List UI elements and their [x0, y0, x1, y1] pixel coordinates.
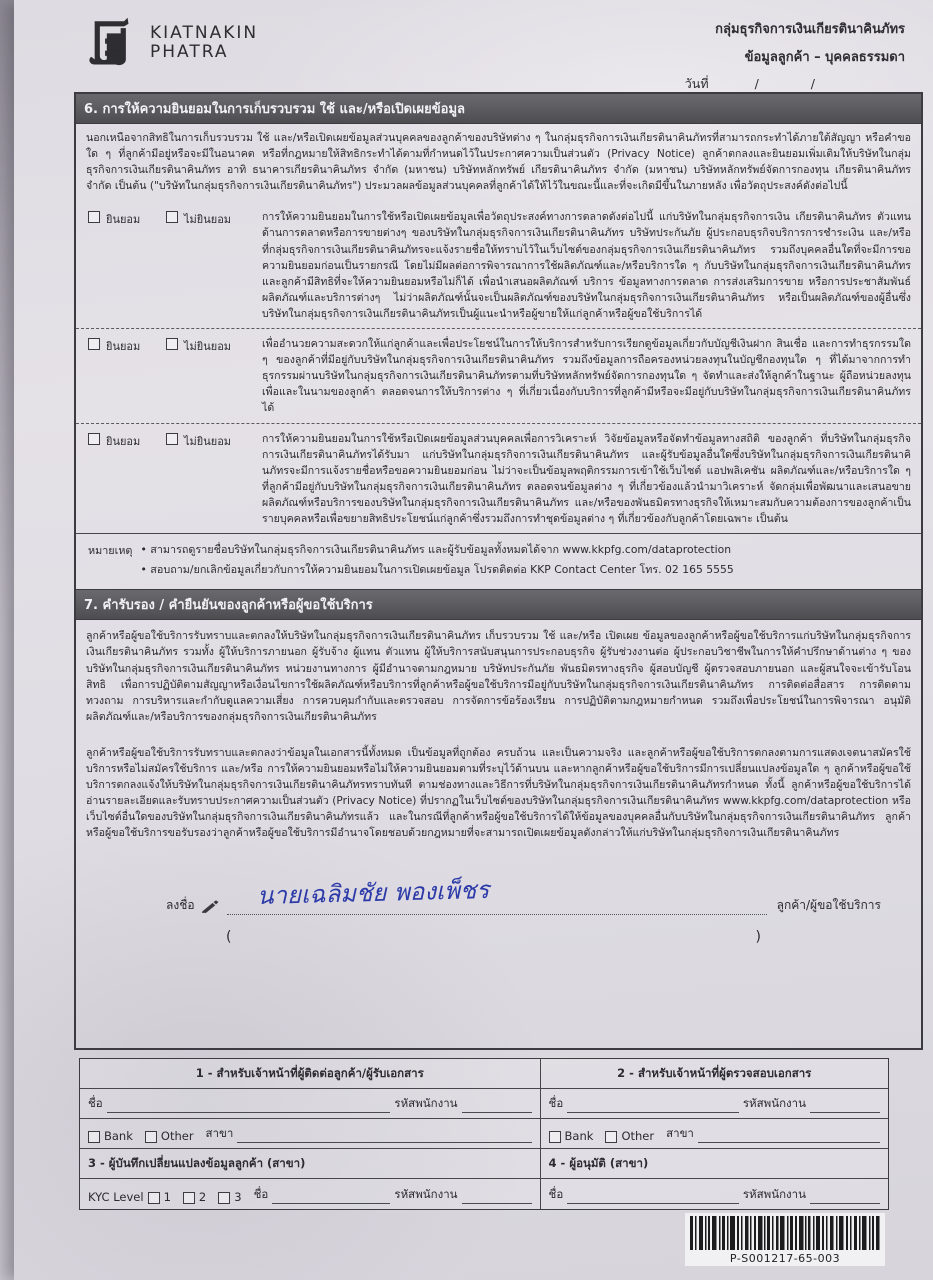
staff1-branch-row [80, 1119, 541, 1149]
consent2-disagree-label: ไม่ยินยอม [184, 340, 232, 354]
consent3-agree-checkbox[interactable] [88, 433, 100, 445]
kyc1-label: 1 [163, 1190, 171, 1204]
staff2-other-option[interactable] [605, 1129, 654, 1143]
staff1-bank-checkbox[interactable] [88, 1131, 100, 1143]
consent3-agree[interactable] [88, 431, 166, 450]
consent1-disagree-checkbox[interactable] [166, 211, 178, 223]
staff1-other-option[interactable] [145, 1129, 194, 1143]
consent3-disagree[interactable] [166, 431, 262, 450]
logo-wordmark: KIATNAKIN PHATRA [150, 23, 259, 62]
consent2-text: เพื่ออำนวยความสะดวกให้แก่ลูกค้าและเพื่อประโยชน์ในการให้บริการสำหรับการเรียกดูข้อมูลเกี่ยวกับบัญชีเงินฝาก สินเชื่อ และการทำธุรกรรมใด ๆ ของลูกค้าที่มีอยู่กับบริษัทในกลุ่มธุรกิจการเงินเกียรตินาคินภัทร รวมถึงข้อมูลการถือครองหน่วยลงทุนในบัญชีกองทุนใด ๆ ที่ได้มาจากการทำธุรกรรมผ่านบริษัทในกลุ่มธุรกิจการเงินเกียรตินาคินภัทรตามที่บริษัทหลักทรัพย์จัดการกองทุนใด ๆ จัดทำและส่งให้ลูกค้าในฐานะ ผู้ถือหน่วยลงทุนเพื่อและในนามของลูกค้า ตลอดจนการให้บริการต่าง ๆ ที่เกี่ยวเนื่องกับบริการที่ลูกค้ามีหรือจะมีอยู่กับบริษัทในกลุ่มธุรกิจการเงินเกียรตินาคินภัทรได้ [262, 338, 911, 415]
doc-title: ข้อมูลลูกค้า – บุคคลธรรมดา [744, 50, 905, 65]
writing-hand-icon [201, 900, 221, 914]
staff1-id-blank[interactable] [462, 1099, 532, 1113]
staff2-name-row [541, 1089, 888, 1119]
section7-paragraph1: ลูกค้าหรือผู้ขอใช้บริการรับทราบและตกลงให้บริษัทในกลุ่มธุรกิจการเงินเกียรตินาคินภัทร เก็บรวบรวม ใช้ และ/หรือ เปิดเผย ข้อมูลของลูกค้าหรือผู้ขอใช้บริการแก่บริษัทในกลุ่มธุรกิจการเงินเกียรตินาคินภัทร รวมทั้ง ผู้ให้บริการภายนอก ผู้รับจ้าง ผู้แทน ตัวแทน ผู้ให้บริการสนับสนุนการประกอบธุรกิจ ผู้รับช่วงงานต่อ ผู้ประกอบวิชาชีพในการให้คำปรึกษาด้านต่าง ๆ ของบริษัทในกลุ่มธุรกิจการเงินเกียรตินาคินภัทร หน่วยงานทางการ ผู้มีอำนาจตามกฎหมาย บริษัทประกันภัย พันธมิตรทางธุรกิจ ผู้สอบบัญชี ผู้ตรวจสอบภายนอก และผู้สนใจจะเข้ารับโอนสิทธิ เพื่อการปฏิบัติตามสัญญาหรือเงื่อนไขการใช้ผลิตภัณฑ์หรือบริการที่ลูกค้าหรือผู้ขอใช้บริการมีอยู่กับบริษัทในกลุ่มธุรกิจการเงินเกียรตินาคินภัทร การติดต่อสื่อสาร การติดตามทวงถาม การบริหารและกำกับดูแลความเสี่ยง การควบคุมกำกับและตรวจสอบ การจัดการข้อร้องเรียน การปฏิบัติตามกฎหมายกำหนด รวมถึงเพื่อประโยชน์ในการพิจารณา อนุมัติ ผลิตภัณฑ์และ/หรือบริการของกลุ่มธุรกิจการเงินเกียรตินาคินภัทร [86, 630, 911, 723]
kyc3-checkbox[interactable] [218, 1192, 230, 1204]
staff2-branch-row [541, 1119, 888, 1149]
employee-id-label: รหัสพนักงาน [742, 1187, 806, 1201]
name-label: ชื่อ [548, 1187, 564, 1201]
signature-role-label: ลูกค้า/ผู้ขอใช้บริการ [776, 898, 881, 913]
note-item: • สามารถดูรายชื่อบริษัทในกลุ่มธุรกิจการเงินเกียรตินาคินภัทร และผู้รับข้อมูลทั้งหมดได้จาก www.kkpfg.com/dataprotection [140, 542, 733, 558]
staff2-id-blank[interactable] [810, 1099, 880, 1113]
consent-row-marketing [76, 202, 921, 328]
kyc2-checkbox[interactable] [183, 1192, 195, 1204]
kyc2-label: 2 [198, 1190, 207, 1204]
employee-id-label: รหัสพนักงาน [394, 1187, 458, 1201]
staff1-name-blank[interactable] [107, 1099, 391, 1113]
consent-row-analytics [76, 423, 921, 534]
staff-box4-title: 4 - ผู้อนุมัติ (สาขา) [541, 1149, 888, 1179]
consent-form-box [74, 92, 923, 1050]
section7-paragraph2: ลูกค้าหรือผู้ขอใช้บริการรับทราบและตกลงว่าข้อมูลในเอกสารนี้ทั้งหมด เป็นข้อมูลที่ถูกต้อง ครบถ้วน และเป็นความจริง และลูกค้าหรือผู้ขอใช้บริการตกลงตามการแสดงเจตนาสมัครใช้บริการหรือไม่สมัครใช้บริการ และ/หรือ การให้ความยินยอมหรือไม่ให้ความยินยอมตามที่ระบุไว้ด้านบน และหากลูกค้าหรือผู้ขอใช้บริการมีการเปลี่ยนแปลงข้อมูลใด ๆ ลูกค้าหรือผู้ขอใช้บริการตกลงแจ้งให้บริษัทในกลุ่มธุรกิจการเงินเกียรตินาคินภัทรทราบทันที ตามช่องทางและวิธีการที่บริษัทในกลุ่มธุรกิจการเงินเกียรตินาคินภัทรกำหนด ทั้งนี้ ลูกค้าหรือผู้ขอใช้บริการได้อ่านรายละเอียดและรับทราบประกาศความเป็นส่วนตัว (Privacy Notice) ที่ปรากฏในเว็บไซต์ของบริษัทในกลุ่มธุรกิจการเงินเกียรตินาคินภัทร www.kkpfg.com/dataprotection หรือ เว็บไซต์อื่นใดของบริษัทในกลุ่มธุรกิจการเงินเกียรตินาคินภัทรแล้ว และในกรณีที่ลูกค้าหรือผู้ขอใช้บริการได้ให้ข้อมูลของบุคคลอื่นกับบริษัทในกลุ่มธุรกิจการเงินเกียรตินาคินภัทร ลูกค้าหรือผู้ขอใช้บริการขอรับรองว่าลูกค้าหรือผู้ขอใช้บริการมีอำนาจโดยชอบด้วยกฎหมายที่จะสามารถเปิดเผยข้อมูลดังกล่าวให้แก่บริษัทในกลุ่มธุรกิจการเงินเกียรตินาคินภัทร [86, 746, 911, 840]
staff-box3-title: 3 - ผู้บันทึกเปลี่ยนแปลงข้อมูลลูกค้า (สาขา) [80, 1149, 541, 1179]
kkp-logo [86, 16, 258, 68]
notes-list [140, 542, 733, 581]
kyc-level-3-option[interactable] [218, 1190, 241, 1204]
branch-label: สาขา [205, 1126, 234, 1140]
consent2-agree[interactable] [88, 336, 166, 355]
other-label: Other [621, 1129, 655, 1143]
paren-open: ( [226, 929, 232, 946]
date-field[interactable]: วันที่ / / [685, 74, 905, 94]
header-titles [685, 18, 905, 94]
consent1-disagree-label: ไม่ยินยอม [184, 213, 232, 227]
kyc-level-2-option[interactable] [183, 1190, 206, 1204]
staff-box1-title: 1 - สำหรับเจ้าหน้าที่ผู้ติดต่อลูกค้า/ผู้รับเอกสาร [80, 1059, 541, 1089]
consent-row-service [76, 328, 921, 422]
consent1-agree-checkbox[interactable] [88, 211, 100, 223]
consent2-disagree[interactable] [166, 336, 262, 355]
section6-header: 6. การให้ความยินยอมในการเก็บรวบรวม ใช้ และ/หรือเปิดเผยข้อมูล [76, 94, 921, 124]
consent2-agree-label: ยินยอม [106, 340, 141, 354]
kyc-level-1-option[interactable] [148, 1190, 171, 1204]
signature-name-parens[interactable] [226, 929, 761, 945]
staff-use-table [79, 1058, 889, 1210]
staff3-id-blank[interactable] [462, 1190, 532, 1204]
staff1-bank-option[interactable] [88, 1129, 133, 1143]
kkp-logo-icon [86, 16, 138, 68]
barcode-label: P-S001217-65-003 [729, 1252, 841, 1265]
staff2-bank-checkbox[interactable] [549, 1131, 561, 1143]
staff2-name-blank[interactable] [567, 1099, 739, 1113]
employee-id-label: รหัสพนักงาน [394, 1096, 458, 1110]
kyc1-checkbox[interactable] [148, 1192, 160, 1204]
note-item: • สอบถาม/ยกเลิกข้อมูลเกี่ยวกับการให้ความยินยอมในการเปิดเผยข้อมูล โปรดติดต่อ KKP Contact Center โทร. 02 165 5555 [140, 562, 733, 578]
branch-label: สาขา [666, 1126, 694, 1140]
staff3-kyc-row [80, 1179, 541, 1209]
consent1-disagree[interactable] [166, 209, 262, 228]
other-label: Other [160, 1129, 194, 1143]
consent1-agree[interactable] [88, 209, 166, 228]
employee-id-label: รหัสพนักงาน [742, 1096, 806, 1110]
staff4-id-blank[interactable] [810, 1190, 880, 1204]
staff1-name-row [80, 1089, 541, 1119]
consent3-text: การให้ความยินยอมในการใช้หรือเปิดเผยข้อมูลส่วนบุคคลเพื่อการวิเคราะห์ วิจัยข้อมูลหรือจัดทำข้อมูลทางสถิติ ของลูกค้า ที่บริษัทในกลุ่มธุรกิจการเงินเกียรตินาคินภัทรได้รับมา แก่บริษัทในกลุ่มธุรกิจการเงินเกียรตินาคินภัทร และผู้รับข้อมูลอื่นใดซึ่งบริษัทในกลุ่มธุรกิจการเงินเกียรตินาคินภัทรจะมีการแจ้งรายชื่อหรือขอความยินยอมก่อน ไม่ว่าจะเป็นข้อมูลพฤติกรรมการเข้าใช้เว็บไซต์ แอปพลิเคชัน ผลิตภัณฑ์และ/หรือบริการใด ๆ ที่ลูกค้ามีอยู่กับบริษัทในกลุ่มธุรกิจการเงินเกียรตินาคินภัทร ตลอดจนข้อมูลต่าง ๆ ที่เกี่ยวข้องแล้วนำมาวิเคราะห์ จัดกลุ่มเพื่อพัฒนาและเสนอขายผลิตภัณฑ์หรือบริการของบริษัทในกลุ่มธุรกิจการเงินเกียรตินาคินภัทร และ/หรือของพันธมิตรทางธุรกิจให้เหมาะสมกับความต้องการของลูกค้าเป็นรายบุคคลหรือเพื่อขยายสิทธิประโยชน์แก่ลูกค้าซึ่งรวมถึงการทำชุดข้อมูลต่าง ๆ ที่เกี่ยวข้องกับลูกค้าโดยเฉพาะ เป็นต้น [262, 432, 911, 525]
signature-line[interactable] [227, 876, 767, 915]
signature-area [166, 876, 881, 975]
section6-notes [76, 533, 921, 589]
consent2-agree-checkbox[interactable] [88, 338, 100, 350]
paper-document [14, 0, 933, 1280]
section6-intro: นอกเหนือจากสิทธิในการเก็บรวบรวม ใช้ และ/หรือเปิดเผยข้อมูลส่วนบุคคลของลูกค้าของบริษัทต่าง ๆ ในกลุ่มธุรกิจการเงินเกียรตินาคินภัทรที่สามารถกระทำได้ภายใต้สัญญา หรือคำขอใด ๆ ที่ลูกค้ามีอยู่หรือจะมีในอนาคต หรือที่กฎหมายให้สิทธิกระทำได้ตามที่กำหนดไว้ในประกาศความเป็นส่วนตัว (Privacy Notice) ลูกค้าตกลงและยินยอมเพิ่มเติมให้บริษัทในกลุ่มธุรกิจการเงินเกียรตินาคินภัทร อาทิ ธนาคารเกียรตินาคินภัทร จำกัด (มหาชน) บริษัทหลักทรัพย์ เกียรตินาคินภัทร จำกัด (มหาชน) บริษัทหลักทรัพย์จัดการกองทุน เกียรตินาคินภัทร จำกัด เป็นต้น ("บริษัทในกลุ่มธุรกิจการเงินเกียรตินาคินภัทร") ประมวลผลข้อมูลส่วนบุคคลที่ลูกค้าได้ให้ไว้ในขณะนี้และที่จะเกิดมีขึ้นในภายหลัง เพื่อวัตถุประสงค์ดังต่อไปนี้ [86, 132, 911, 193]
notes-label: หมายเหตุ [88, 544, 133, 558]
paren-close: ) [755, 929, 761, 946]
date-label: วันที่ [684, 76, 709, 91]
document-header [74, 12, 913, 92]
bank-label: Bank [104, 1129, 133, 1143]
staff1-other-checkbox[interactable] [145, 1131, 157, 1143]
consent1-agree-label: ยินยอม [106, 213, 141, 227]
document-barcode [685, 1213, 885, 1266]
staff1-branch-blank[interactable] [237, 1129, 531, 1143]
barcode-icon [690, 1216, 880, 1250]
bank-label: Bank [564, 1129, 594, 1143]
staff2-branch-blank[interactable] [698, 1129, 880, 1143]
name-label: ชื่อ [88, 1096, 103, 1110]
staff3-name-blank[interactable] [272, 1190, 390, 1204]
staff2-other-checkbox[interactable] [605, 1131, 617, 1143]
consent3-agree-label: ยินยอม [106, 434, 141, 448]
group-title: กลุ่มธุรกิจการเงินเกียรตินาคินภัทร [715, 22, 905, 37]
section7-header: 7. คำรับรอง / คำยืนยันของลูกค้าหรือผู้ขอใช้บริการ [76, 589, 921, 620]
staff-box2-title: 2 - สำหรับเจ้าหน้าที่ผู้ตรวจสอบเอกสาร [541, 1059, 888, 1089]
staff2-bank-option[interactable] [549, 1129, 594, 1143]
name-label: ชื่อ [548, 1096, 564, 1110]
consent3-disagree-checkbox[interactable] [166, 433, 178, 445]
consent1-text: การให้ความยินยอมในการใช้หรือเปิดเผยข้อมูลเพื่อวัตถุประสงค์ทางการตลาดดังต่อไปนี้ แก่บริษัทในกลุ่มธุรกิจการเงิน เกียรตินาคินภัทร ตัวแทนด้านการตลาดหรือการขายต่างๆ ของบริษัทในกลุ่มธุรกิจการเงินเกียรตินาคินภัทร บริษัทประกันภัย ผู้ประกอบธุรกิจบริการการชำระเงิน และ/หรือ ที่กลุ่มธุรกิจการเงินเกียรตินาคินภัทรจะแจ้งรายชื่อให้ทราบไว้ในเว็บไซต์ของกลุ่มธุรกิจการเงินเกียรตินาคินภัทร รวมถึงบุคคลอื่นใดที่จะมีการขอความยินยอมก่อนเป็นรายกรณี โดยไม่มีผลต่อการพิจารณาการใช้ผลิตภัณฑ์และ/หรือบริการใด ๆ กับบริษัทในกลุ่มธุรกิจการเงินเกียรตินาคินภัทร และลูกค้ามีสิทธิที่จะให้ความยินยอมหรือไม่ก็ได้ เพื่อนำเสนอผลิตภัณฑ์ บริการ ข้อมูลทางการตลาด การส่งเสริมการขาย หรือการประชาสัมพันธ์ผลิตภัณฑ์และบริการต่างๆ ไม่ว่าผลิตภัณฑ์นั้นจะเป็นผลิตภัณฑ์ของบริษัทในกลุ่มธุรกิจการเงินเกียรตินาคินภัทร หรือเป็นผลิตภัณฑ์ของผู้อื่นซึ่งบริษัทในกลุ่มธุรกิจการเงินเกียรตินาคินภัทรเป็นผู้แนะนำหรือผู้ขายให้แก่ลูกค้าหรือผู้ขอใช้บริการได้ [262, 211, 911, 320]
kyc3-label: 3 [234, 1190, 242, 1204]
consent3-disagree-label: ไม่ยินยอม [184, 434, 232, 448]
kyc-level-label: KYC Level [88, 1190, 144, 1204]
name-label: ชื่อ [253, 1187, 269, 1201]
staff4-name-blank[interactable] [567, 1190, 739, 1204]
sign-label: ลงชื่อ [166, 898, 195, 913]
staff4-name-row [541, 1179, 888, 1209]
consent2-disagree-checkbox[interactable] [166, 338, 178, 350]
handwritten-signature: นายเฉลิมชัย พองเพ็ชร [256, 876, 490, 911]
